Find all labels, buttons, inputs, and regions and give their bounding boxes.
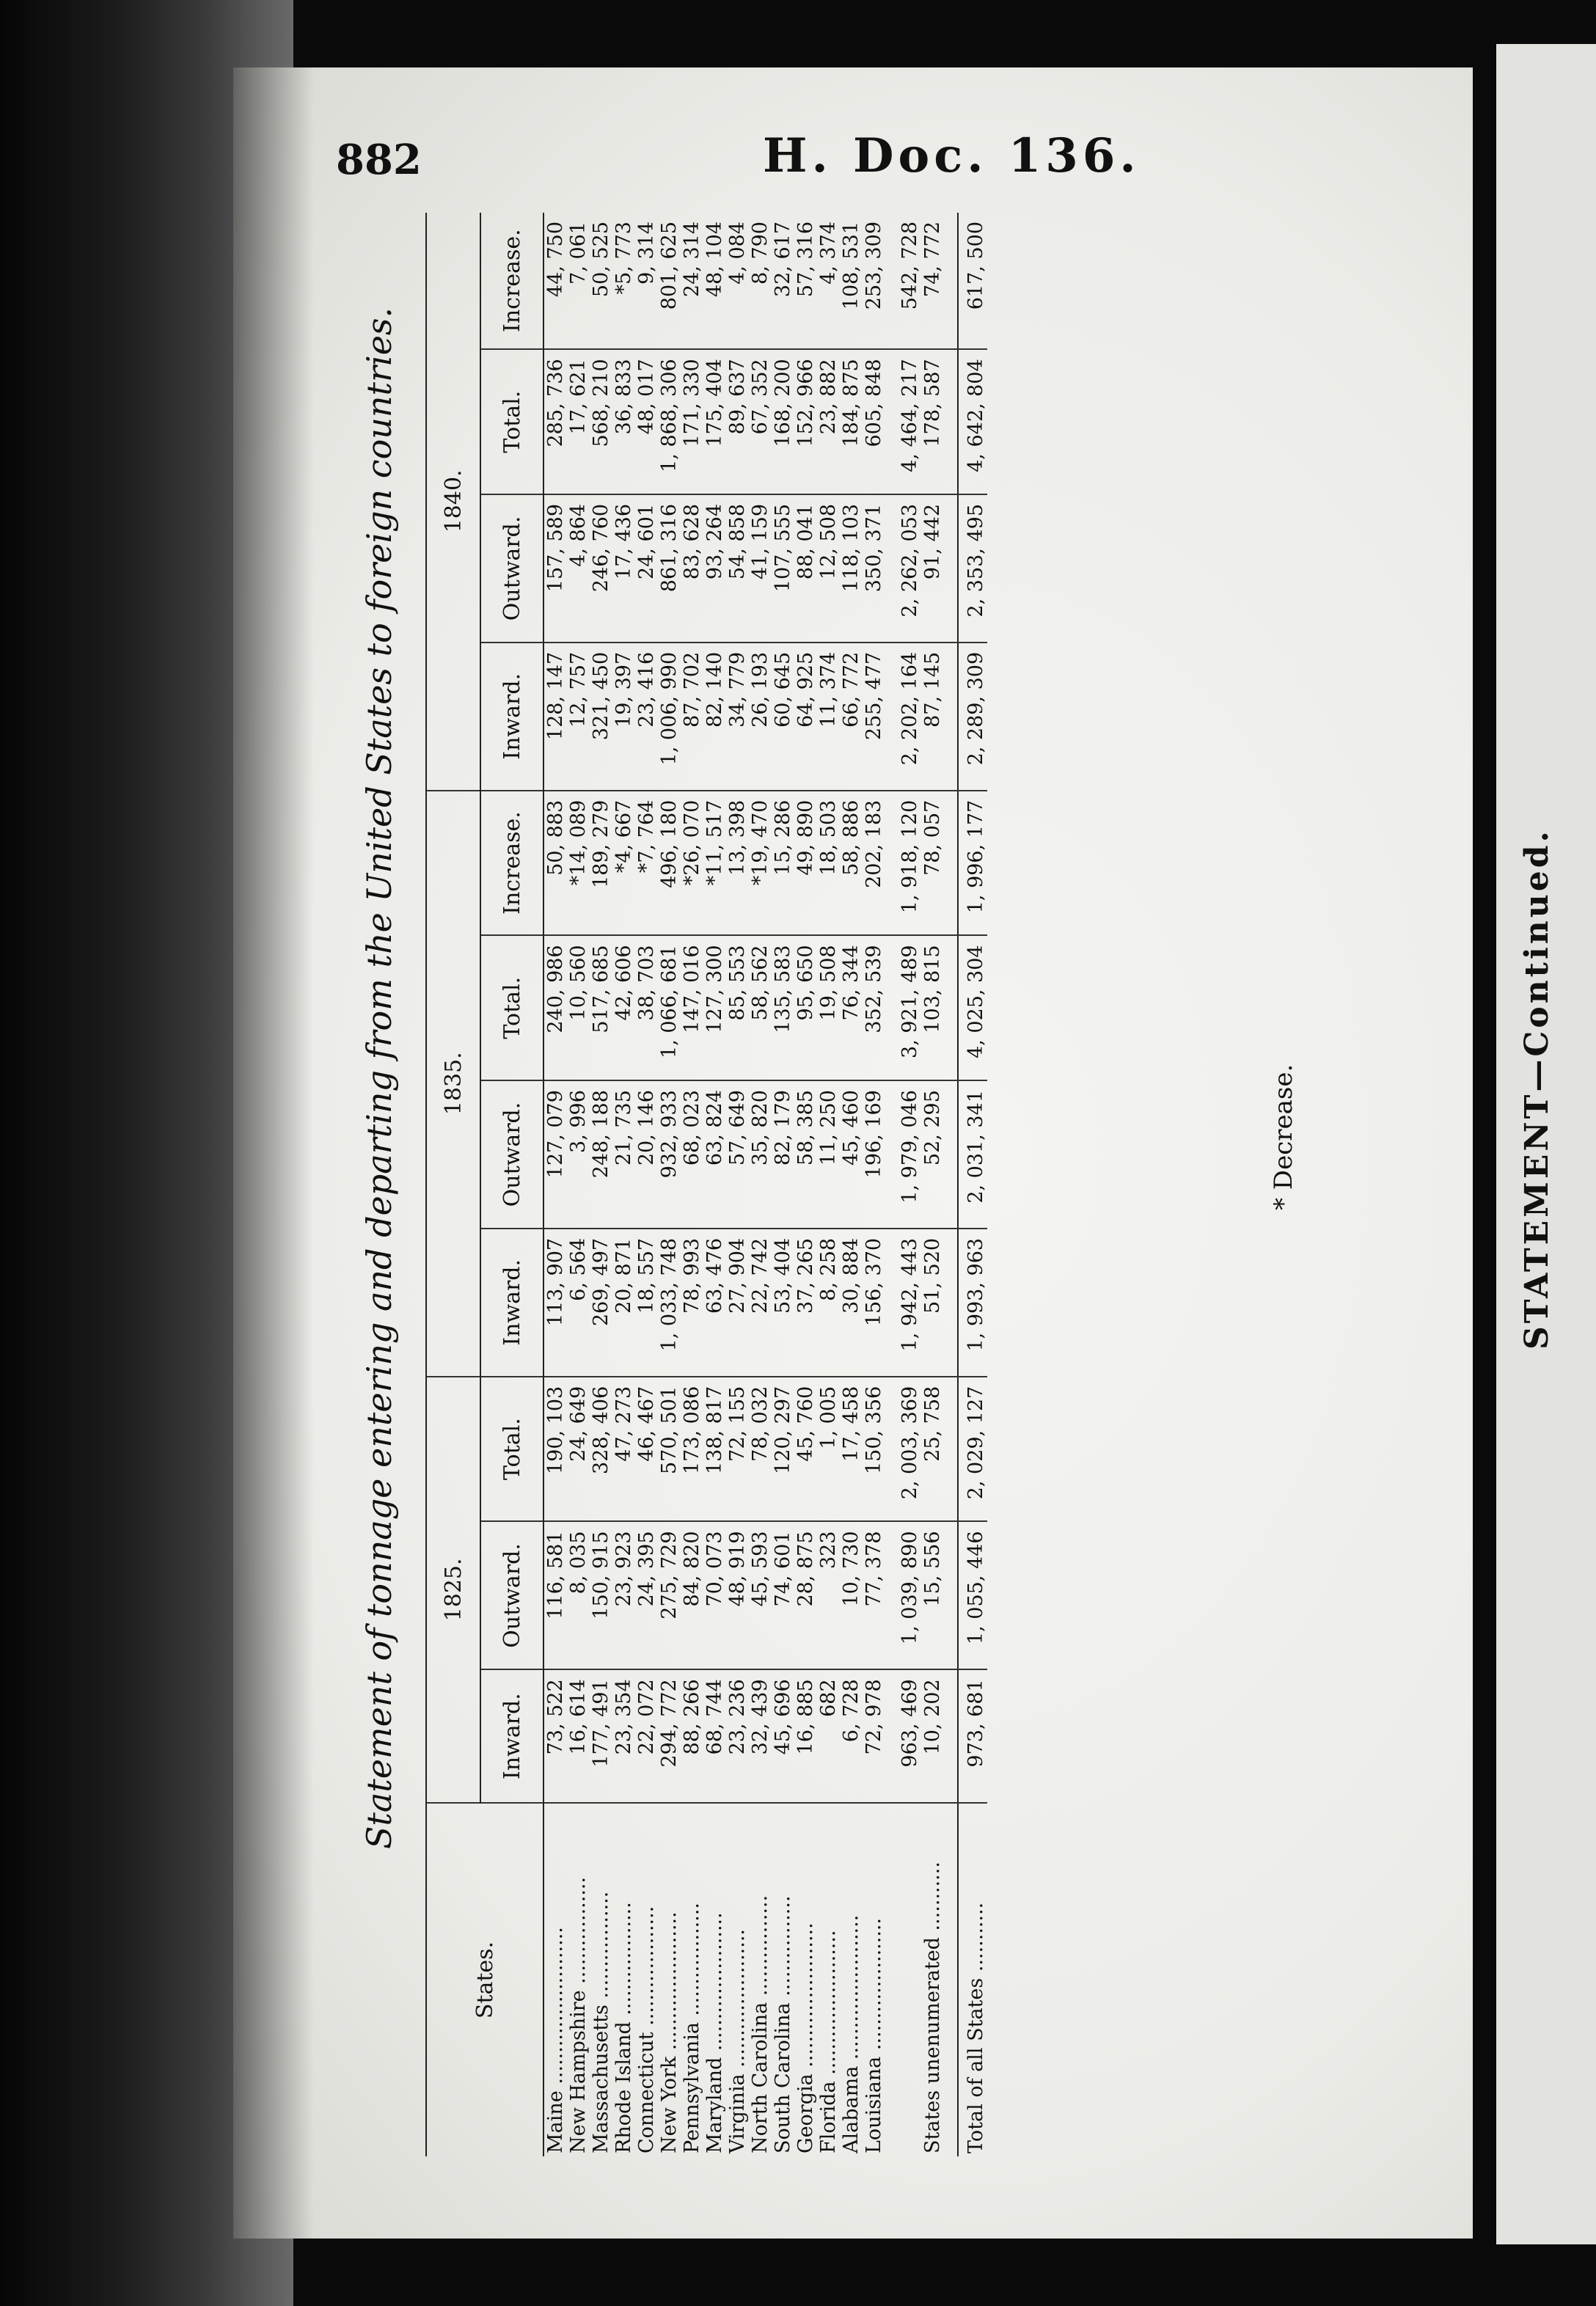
state-name: Maryland ...................... — [703, 1912, 726, 2153]
cell-y1835-1: 127, 079 — [543, 1080, 567, 1229]
cell-y1840-0: 87, 145 — [921, 643, 958, 791]
cell-y1840-2: 23, 882 — [817, 349, 840, 494]
cell-y1840-1: 88, 041 — [794, 494, 817, 643]
cell-y1825-2: 25, 758 — [921, 1377, 958, 1522]
cell-y1835-0: 156, 370 — [863, 1229, 898, 1377]
cell-y1825-1: 10, 730 — [840, 1521, 863, 1669]
col-total-1840: Total. — [480, 349, 543, 494]
cell-y1825-1: 74, 601 — [772, 1521, 794, 1669]
table-row — [772, 213, 794, 2156]
cell-y1840-1: 83, 628 — [681, 494, 703, 643]
table-row — [543, 213, 567, 2156]
cell-y1825-1: 8, 035 — [567, 1521, 590, 1669]
cell-y1840-0: 2, 289, 309 — [958, 643, 987, 791]
cell-y1840-1: 107, 555 — [772, 494, 794, 643]
table-row — [612, 213, 635, 2156]
cell-y1825-1: 1, 055, 446 — [958, 1521, 987, 1669]
cell-y1825-2: 120, 297 — [772, 1377, 794, 1522]
cell-y1835-3: 496, 180 — [658, 791, 681, 936]
cell-y1840-0: 60, 645 — [772, 643, 794, 791]
cell-y1835-3: 1, 918, 120 — [898, 791, 921, 936]
cell-y1835-2: 10, 560 — [567, 935, 590, 1080]
col-increase-1840: Increase. — [480, 213, 543, 349]
table-row — [863, 213, 898, 2156]
cell-y1825-2: 328, 406 — [590, 1377, 612, 1522]
cell-y1840-3: 801, 625 — [658, 213, 681, 349]
cell-y1825-2: 24, 649 — [567, 1377, 590, 1522]
cell-y1835-1: 21, 735 — [612, 1080, 635, 1229]
table-row — [817, 213, 840, 2156]
cell-y1840-0: 321, 450 — [590, 643, 612, 791]
cell-y1835-2: 147, 016 — [681, 935, 703, 1080]
cell-y1825-2: 47, 273 — [612, 1377, 635, 1522]
cell-y1835-2: 135, 583 — [772, 935, 794, 1080]
state-name: States unenumerated ........... — [921, 1862, 944, 2153]
state-name: South Carolina ................ — [772, 1895, 794, 2153]
state-name — [898, 1803, 921, 2156]
state-name: Rhode Island .................. — [612, 1902, 635, 2153]
cell-y1840-0: 82, 140 — [703, 643, 726, 791]
cell-y1825-0: 45, 696 — [772, 1669, 794, 1803]
cell-y1840-3: 7, 061 — [567, 213, 590, 349]
cell-y1835-1: 82, 179 — [772, 1080, 794, 1229]
cell-y1835-2: 85, 553 — [726, 935, 749, 1080]
tonnage-table — [425, 213, 987, 2156]
cell-y1840-3: 24, 314 — [681, 213, 703, 349]
cell-y1835-3: *19, 470 — [749, 791, 772, 936]
cell-y1835-1: 196, 169 — [863, 1080, 898, 1229]
cell-y1840-1: 93, 264 — [703, 494, 726, 643]
cell-y1840-0: 11, 374 — [817, 643, 840, 791]
col-inward-1825: Inward. — [480, 1669, 543, 1803]
cell-y1840-2: 4, 642, 804 — [958, 349, 987, 494]
cell-y1835-0: 63, 476 — [703, 1229, 726, 1377]
cell-y1825-0: 16, 614 — [567, 1669, 590, 1803]
cell-y1835-1: 11, 250 — [817, 1080, 840, 1229]
cell-y1840-3: 617, 500 — [958, 213, 987, 349]
cell-y1835-0: 1, 942, 443 — [898, 1229, 921, 1377]
cell-y1835-0: 269, 497 — [590, 1229, 612, 1377]
year-1835-header: 1835. — [426, 791, 480, 1377]
cell-y1825-1: 77, 378 — [863, 1521, 898, 1669]
cell-y1825-1: 323 — [817, 1521, 840, 1669]
cell-y1825-1: 84, 820 — [681, 1521, 703, 1669]
cell-y1835-3: 50, 883 — [543, 791, 567, 936]
cell-y1835-1: 932, 933 — [658, 1080, 681, 1229]
cell-y1825-2: 150, 356 — [863, 1377, 898, 1522]
col-total-1825: Total. — [480, 1377, 543, 1522]
cell-y1835-3: 58, 886 — [840, 791, 863, 936]
table-body — [543, 213, 987, 2156]
page-number: 882 — [336, 136, 422, 184]
cell-y1835-2: 3, 921, 489 — [898, 935, 921, 1080]
table-row — [703, 213, 726, 2156]
cell-y1840-1: 861, 316 — [658, 494, 681, 643]
cell-y1840-0: 2, 202, 164 — [898, 643, 921, 791]
state-name: Massachusetts ................. — [590, 1891, 612, 2153]
cell-y1840-3: 57, 316 — [794, 213, 817, 349]
state-name: Pennsylvania .................. — [681, 1903, 703, 2153]
cell-y1840-2: 178, 587 — [921, 349, 958, 494]
cell-y1840-0: 19, 397 — [612, 643, 635, 791]
cell-y1825-2: 17, 458 — [840, 1377, 863, 1522]
cell-y1835-0: 51, 520 — [921, 1229, 958, 1377]
cell-y1825-1: 1, 039, 890 — [898, 1521, 921, 1669]
total-row — [958, 213, 987, 2156]
cell-y1825-0: 23, 354 — [612, 1669, 635, 1803]
cell-y1840-1: 2, 353, 495 — [958, 494, 987, 643]
cell-y1840-1: 2, 262, 053 — [898, 494, 921, 643]
cell-y1835-1: 3, 996 — [567, 1080, 590, 1229]
cell-y1835-1: 58, 385 — [794, 1080, 817, 1229]
cell-y1840-2: 171, 330 — [681, 349, 703, 494]
cell-y1835-0: 6, 564 — [567, 1229, 590, 1377]
cell-y1835-0: 1, 033, 748 — [658, 1229, 681, 1377]
cell-y1840-3: 32, 617 — [772, 213, 794, 349]
cell-y1825-1: 45, 593 — [749, 1521, 772, 1669]
col-outward-1835: Outward. — [480, 1080, 543, 1229]
next-page-heading: STATEMENT—Continued. — [1518, 828, 1556, 1350]
cell-y1835-3: 189, 279 — [590, 791, 612, 936]
state-name: Virginia ...................... — [726, 1928, 749, 2153]
cell-y1835-1: 2, 031, 341 — [958, 1080, 987, 1229]
cell-y1835-3: 78, 057 — [921, 791, 958, 936]
cell-y1825-2: 46, 467 — [635, 1377, 658, 1522]
cell-y1825-0: 10, 202 — [921, 1669, 958, 1803]
col-inward-1840: Inward. — [480, 643, 543, 791]
cell-y1840-0: 34, 779 — [726, 643, 749, 791]
cell-y1825-2: 78, 032 — [749, 1377, 772, 1522]
cell-y1835-0: 37, 265 — [794, 1229, 817, 1377]
cell-y1840-0: 87, 702 — [681, 643, 703, 791]
cell-y1835-3: 18, 503 — [817, 791, 840, 936]
cell-y1840-2: 568, 210 — [590, 349, 612, 494]
cell-y1840-2: 48, 017 — [635, 349, 658, 494]
cell-y1840-3: 50, 525 — [590, 213, 612, 349]
document-id: H. Doc. 136. — [763, 128, 1141, 183]
cell-y1840-2: 184, 875 — [840, 349, 863, 494]
cell-y1825-2: 45, 760 — [794, 1377, 817, 1522]
cell-y1835-0: 1, 993, 963 — [958, 1229, 987, 1377]
cell-y1825-1: 48, 919 — [726, 1521, 749, 1669]
cell-y1825-2: 2, 029, 127 — [958, 1377, 987, 1522]
cell-y1825-0: 73, 522 — [543, 1669, 567, 1803]
cell-y1825-2: 72, 155 — [726, 1377, 749, 1522]
state-name: Louisiana ..................... — [863, 1917, 885, 2153]
cell-y1825-0: 6, 728 — [840, 1669, 863, 1803]
table-title: Statement of tonnage entering and departing from the United States to foreign countries. — [359, 307, 399, 1850]
cell-y1835-2: 352, 539 — [863, 935, 898, 1080]
cell-y1835-2: 58, 562 — [749, 935, 772, 1080]
cell-y1840-2: 168, 200 — [772, 349, 794, 494]
cell-y1825-1: 23, 923 — [612, 1521, 635, 1669]
table-row — [590, 213, 612, 2156]
cell-y1835-0: 53, 404 — [772, 1229, 794, 1377]
cell-y1825-1: 275, 729 — [658, 1521, 681, 1669]
cell-y1840-3: 8, 790 — [749, 213, 772, 349]
cell-y1840-1: 4, 864 — [567, 494, 590, 643]
state-name: Maine ......................... — [544, 1927, 567, 2153]
cell-y1835-0: 20, 871 — [612, 1229, 635, 1377]
table-row — [658, 213, 681, 2156]
cell-y1825-1: 150, 915 — [590, 1521, 612, 1669]
table-row — [726, 213, 749, 2156]
cell-y1840-2: 36, 833 — [612, 349, 635, 494]
cell-y1840-1: 91, 442 — [921, 494, 958, 643]
cell-y1825-1: 15, 556 — [921, 1521, 958, 1669]
footnote: * Decrease. — [1269, 1064, 1298, 1210]
state-name: New York ...................... — [658, 1911, 681, 2153]
cell-y1840-1: 54, 858 — [726, 494, 749, 643]
cell-y1840-2: 285, 736 — [543, 349, 567, 494]
cell-y1835-0: 27, 904 — [726, 1229, 749, 1377]
cell-y1840-2: 89, 637 — [726, 349, 749, 494]
cell-y1825-0: 963, 469 — [898, 1669, 921, 1803]
cell-y1840-0: 255, 477 — [863, 643, 898, 791]
table-row — [567, 213, 590, 2156]
cell-y1825-2: 138, 817 — [703, 1377, 726, 1522]
unenumerated-row — [921, 213, 958, 2156]
cell-y1825-0: 16, 885 — [794, 1669, 817, 1803]
cell-y1840-0: 66, 772 — [840, 643, 863, 791]
cell-y1840-3: 253, 309 — [863, 213, 898, 349]
cell-y1840-3: 108, 531 — [840, 213, 863, 349]
cell-y1835-3: 13, 398 — [726, 791, 749, 936]
cell-y1835-3: *7, 764 — [635, 791, 658, 936]
cell-y1840-1: 246, 760 — [590, 494, 612, 643]
cell-y1840-1: 118, 103 — [840, 494, 863, 643]
cell-y1835-1: 57, 649 — [726, 1080, 749, 1229]
cell-y1835-3: 15, 286 — [772, 791, 794, 936]
cell-y1825-0: 88, 266 — [681, 1669, 703, 1803]
cell-y1835-1: 35, 820 — [749, 1080, 772, 1229]
cell-y1840-2: 605, 848 — [863, 349, 898, 494]
cell-y1825-1: 70, 073 — [703, 1521, 726, 1669]
cell-y1825-2: 1, 005 — [817, 1377, 840, 1522]
cell-y1825-0: 72, 978 — [863, 1669, 898, 1803]
cell-y1835-1: 52, 295 — [921, 1080, 958, 1229]
cell-y1825-2: 190, 103 — [543, 1377, 567, 1522]
cell-y1835-2: 4, 025, 304 — [958, 935, 987, 1080]
cell-y1835-2: 19, 508 — [817, 935, 840, 1080]
cell-y1825-2: 173, 086 — [681, 1377, 703, 1522]
cell-y1825-0: 973, 681 — [958, 1669, 987, 1803]
cell-y1840-2: 17, 621 — [567, 349, 590, 494]
cell-y1835-0: 8, 258 — [817, 1229, 840, 1377]
states-header: States. — [426, 1803, 543, 2156]
cell-y1840-2: 1, 868, 306 — [658, 349, 681, 494]
cell-y1825-0: 22, 072 — [635, 1669, 658, 1803]
cell-y1835-2: 42, 606 — [612, 935, 635, 1080]
state-name: Georgia ....................... — [794, 1922, 817, 2153]
cell-y1825-1: 116, 581 — [543, 1521, 567, 1669]
cell-y1835-3: *14, 089 — [567, 791, 590, 936]
cell-y1840-0: 1, 006, 990 — [658, 643, 681, 791]
cell-y1835-3: 202, 183 — [863, 791, 898, 936]
cell-y1835-1: 20, 146 — [635, 1080, 658, 1229]
cell-y1835-3: *26, 070 — [681, 791, 703, 936]
cell-y1835-0: 30, 884 — [840, 1229, 863, 1377]
cell-y1835-0: 78, 993 — [681, 1229, 703, 1377]
cell-y1840-0: 26, 193 — [749, 643, 772, 791]
cell-y1840-2: 67, 352 — [749, 349, 772, 494]
cell-y1840-1: 17, 436 — [612, 494, 635, 643]
rotated-table-block — [352, 213, 1298, 2164]
col-total-1835: Total. — [480, 935, 543, 1080]
col-inward-1835: Inward. — [480, 1229, 543, 1377]
cell-y1840-1: 350, 371 — [863, 494, 898, 643]
cell-y1840-3: 4, 084 — [726, 213, 749, 349]
col-increase-1835: Increase. — [480, 791, 543, 936]
cell-y1840-0: 128, 147 — [543, 643, 567, 791]
table-row — [635, 213, 658, 2156]
cell-y1835-2: 76, 344 — [840, 935, 863, 1080]
cell-y1835-0: 18, 557 — [635, 1229, 658, 1377]
state-name: Connecticut ................... — [635, 1906, 658, 2153]
cell-y1835-3: *11, 517 — [703, 791, 726, 936]
cell-y1835-2: 127, 300 — [703, 935, 726, 1080]
cell-y1840-3: 44, 750 — [543, 213, 567, 349]
cell-y1840-0: 12, 757 — [567, 643, 590, 791]
cell-y1825-0: 682 — [817, 1669, 840, 1803]
table-row — [794, 213, 817, 2156]
cell-y1840-2: 152, 966 — [794, 349, 817, 494]
cell-y1825-1: 24, 395 — [635, 1521, 658, 1669]
cell-y1840-3: 74, 772 — [921, 213, 958, 349]
cell-y1835-1: 45, 460 — [840, 1080, 863, 1229]
cell-y1835-2: 38, 703 — [635, 935, 658, 1080]
cell-y1840-3: 542, 728 — [898, 213, 921, 349]
cell-y1840-3: *5, 773 — [612, 213, 635, 349]
state-name: Florida ....................... — [817, 1930, 840, 2153]
col-outward-1840: Outward. — [480, 494, 543, 643]
cell-y1835-1: 1, 979, 046 — [898, 1080, 921, 1229]
cell-y1840-3: 48, 104 — [703, 213, 726, 349]
col-outward-1825: Outward. — [480, 1521, 543, 1669]
cell-y1825-0: 68, 744 — [703, 1669, 726, 1803]
cell-y1835-0: 22, 742 — [749, 1229, 772, 1377]
cell-y1825-0: 32, 439 — [749, 1669, 772, 1803]
cell-y1835-2: 1, 066, 681 — [658, 935, 681, 1080]
cell-y1825-0: 294, 772 — [658, 1669, 681, 1803]
cell-y1835-1: 248, 188 — [590, 1080, 612, 1229]
cell-y1835-3: *4, 667 — [612, 791, 635, 936]
cell-y1840-1: 24, 601 — [635, 494, 658, 643]
state-name: Alabama ....................... — [840, 1914, 863, 2153]
cell-y1835-1: 63, 824 — [703, 1080, 726, 1229]
cell-y1835-2: 240, 986 — [543, 935, 567, 1080]
table-row — [681, 213, 703, 2156]
cell-y1840-0: 23, 416 — [635, 643, 658, 791]
table-row — [749, 213, 772, 2156]
state-name: New Hampshire ................. — [567, 1876, 590, 2153]
cell-y1835-2: 517, 685 — [590, 935, 612, 1080]
cell-y1840-0: 64, 925 — [794, 643, 817, 791]
state-name: Total of all States ........... — [958, 1803, 987, 2156]
cell-y1825-2: 2, 003, 369 — [898, 1377, 921, 1522]
cell-y1835-2: 95, 650 — [794, 935, 817, 1080]
year-1825-header: 1825. — [426, 1377, 480, 1803]
cell-y1835-3: 49, 890 — [794, 791, 817, 936]
cell-y1825-1: 28, 875 — [794, 1521, 817, 1669]
cell-y1840-1: 12, 508 — [817, 494, 840, 643]
subtotal-row — [898, 213, 921, 2156]
cell-y1840-2: 4, 464, 217 — [898, 349, 921, 494]
cell-y1840-1: 41, 159 — [749, 494, 772, 643]
cell-y1835-0: 113, 907 — [543, 1229, 567, 1377]
cell-y1840-1: 157, 589 — [543, 494, 567, 643]
cell-y1825-2: 570, 501 — [658, 1377, 681, 1522]
cell-y1835-1: 68, 023 — [681, 1080, 703, 1229]
cell-y1840-3: 4, 374 — [817, 213, 840, 349]
year-1840-header: 1840. — [426, 213, 480, 791]
cell-y1840-2: 175, 404 — [703, 349, 726, 494]
cell-y1840-3: 9, 314 — [635, 213, 658, 349]
cell-y1825-0: 23, 236 — [726, 1669, 749, 1803]
cell-y1835-2: 103, 815 — [921, 935, 958, 1080]
cell-y1825-0: 177, 491 — [590, 1669, 612, 1803]
state-name: North Carolina ................ — [749, 1895, 772, 2153]
table-row — [840, 213, 863, 2156]
cell-y1835-3: 1, 996, 177 — [958, 791, 987, 936]
